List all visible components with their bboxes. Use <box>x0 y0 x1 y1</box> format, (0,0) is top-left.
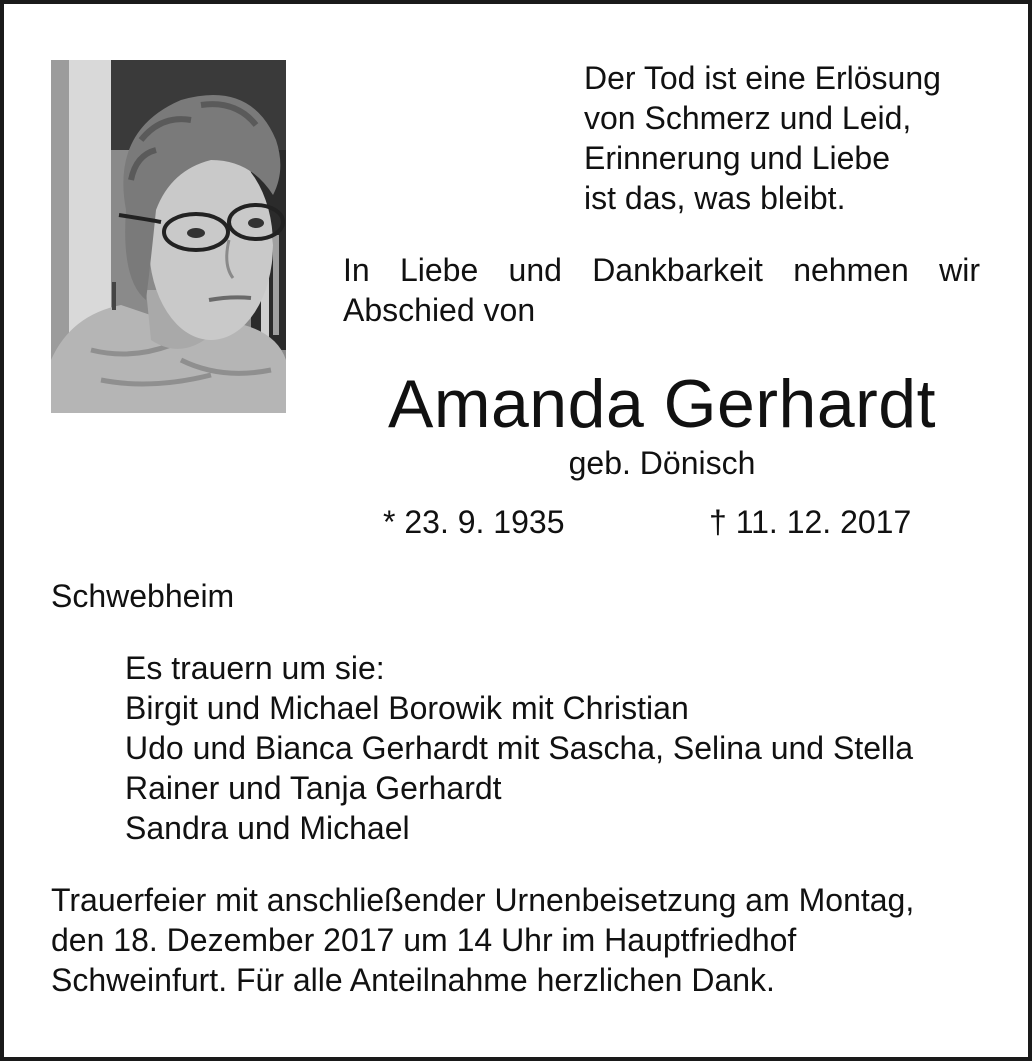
service-line: den 18. Dezember 2017 um 14 Uhr im Hauptfriedhof <box>51 922 797 958</box>
memorial-verse <box>584 58 941 218</box>
service-line: Schweinfurt. Für alle Anteilnahme herzlichen Dank. <box>51 962 775 998</box>
mourner-line: Rainer und Tanja Gerhardt <box>125 770 502 806</box>
intro-line: Abschied von <box>343 292 536 328</box>
place-name: Schwebheim <box>51 578 235 614</box>
maiden-name: geb. Dönisch <box>568 445 756 481</box>
death-date: † 11. 12. 2017 <box>709 504 912 540</box>
verse-line: von Schmerz und Leid, <box>584 100 912 136</box>
deceased-name: Amanda Gerhardt <box>387 366 936 442</box>
verse-line: Der Tod ist eine Erlösung <box>584 60 941 96</box>
mourner-line: Birgit und Michael Borowik mit Christian <box>125 690 689 726</box>
mourner-line: Udo und Bianca Gerhardt mit Sascha, Selina und Stella <box>125 730 914 766</box>
mourners-heading: Es trauern um sie: <box>125 650 385 686</box>
verse-line: Erinnerung und Liebe <box>584 140 891 176</box>
service-line: Trauerfeier mit anschließender Urnenbeisetzung am Montag, <box>51 882 915 918</box>
mourner-line: Sandra und Michael <box>125 810 410 846</box>
birth-date: * 23. 9. 1935 <box>383 504 565 540</box>
intro-line: In Liebe und Dankbarkeit nehmen wir <box>343 252 980 288</box>
verse-line: ist das, was bleibt. <box>584 180 846 216</box>
portrait-photo <box>51 60 286 413</box>
mourners-list <box>125 648 913 848</box>
farewell-intro <box>343 250 980 330</box>
service-info <box>51 880 914 1000</box>
